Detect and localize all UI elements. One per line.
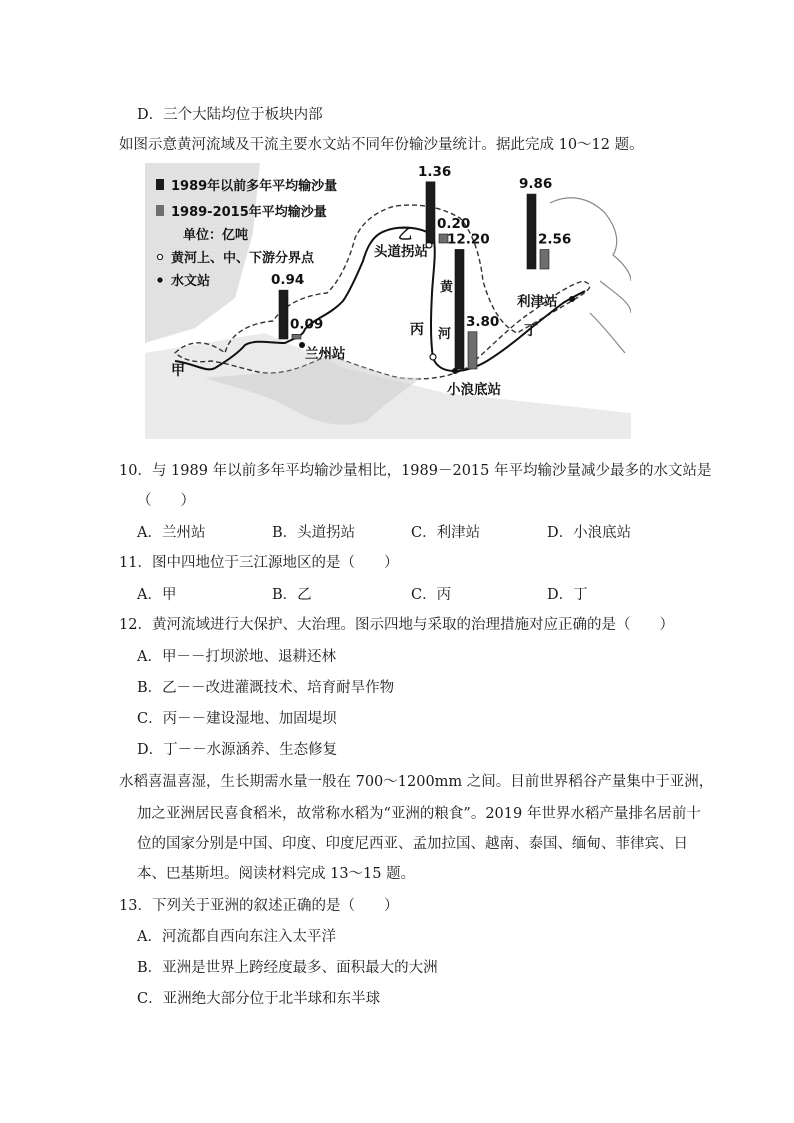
bar-after-0 — [292, 334, 301, 339]
legend-swatch-after — [156, 205, 164, 216]
bar-before-0 — [279, 290, 288, 339]
question-13: 13．下列关于亚洲的叙述正确的是（ ） — [119, 898, 399, 914]
question-10-options — [0, 521, 794, 541]
q11-option-a: A．甲 — [137, 587, 177, 603]
place-label-bing: 丙 — [410, 322, 424, 338]
q10-option-b: B．头道拐站 — [272, 525, 356, 541]
legend-boundary-label: 黄河上、中、下游分界点 — [171, 251, 315, 266]
bar-before-1 — [426, 182, 435, 243]
river-label-he: 河 — [438, 327, 452, 342]
q12-option-c: C．丙－－建设湿地、加固堤坝 — [137, 711, 337, 727]
legend-after-label: 1989-2015年平均输沙量 — [171, 205, 327, 220]
place-label-ding: 丁 — [524, 323, 538, 339]
q10-option-c: C．利津站 — [411, 525, 481, 541]
q10-option-a: A．兰州站 — [137, 525, 206, 541]
q10-option-d: D．小浪底站 — [547, 525, 632, 541]
intro-questions-10-12: 如图示意黄河流域及干流主要水文站不同年份输沙量统计。据此完成 10～12 题。 — [119, 137, 644, 153]
question-11-options — [0, 583, 794, 603]
boundary-point — [430, 354, 436, 360]
bar-label-before-2: 12.20 — [447, 231, 490, 248]
material-13-line-1: 水稻喜温喜湿，生长期需水量一般在 700～1200mm 之间。目前世界稻谷产量集中于亚洲， — [119, 774, 714, 790]
bar-label-before-3: 9.86 — [519, 176, 553, 193]
question-11: 11．图中四地位于三江源地区的是（ ） — [119, 555, 399, 571]
question-10-answer-paren: （ ） — [137, 493, 195, 509]
bar-after-2 — [468, 332, 477, 369]
bar-label-after-2: 3.80 — [466, 313, 500, 330]
q11-option-c: C．丙 — [411, 587, 452, 603]
q12-option-a: A．甲－－打坝淤地、退耕还林 — [137, 649, 336, 665]
bar-before-2 — [455, 249, 464, 369]
station-label-xiaolangdi: 小浪底站 — [447, 382, 501, 398]
bar-label-before-0: 0.94 — [271, 272, 305, 289]
place-label-jia: 甲 — [171, 363, 185, 379]
legend-unit: 单位：亿吨 — [183, 228, 249, 243]
material-13-line-4: 本、巴基斯坦。阅读材料完成 13～15 题。 — [137, 866, 416, 882]
question-10: 10．与 1989 年以前多年平均输沙量相比，1989－2015 年平均输沙量减少最多的水文站是 — [119, 463, 712, 479]
bar-label-before-1: 1.36 — [418, 163, 452, 180]
legend-boundary-icon — [157, 254, 162, 259]
river-label-huang: 黄 — [440, 280, 454, 295]
station-dot-lijin — [569, 296, 575, 302]
station-label-lijin: 利津站 — [517, 294, 558, 310]
legend-station-label: 水文站 — [171, 274, 211, 289]
legend-before-label: 1989年以前多年平均输沙量 — [171, 179, 338, 194]
q13-option-c: C．亚洲绝大部分位于北半球和东半球 — [137, 991, 381, 1007]
q11-option-d: D．丁 — [547, 587, 588, 603]
station-label-lanzhou: 兰州站 — [305, 346, 346, 362]
yellow-river-map — [145, 163, 631, 439]
bar-after-3 — [540, 250, 549, 269]
legend-station-icon — [157, 277, 162, 282]
q13-option-a: A．河流都自西向东注入太平洋 — [137, 929, 336, 945]
question-12: 12．黄河流域进行大保护、大治理。图示四地与采取的治理措施对应正确的是（ ） — [119, 617, 674, 633]
place-label-yi: 乙 — [398, 227, 412, 243]
material-13-line-2: 加之亚洲居民喜食稻米，故常称水稻为“亚洲的粮食”。2019 年世界水稻产量排名居前十 — [137, 806, 701, 822]
material-13-line-3: 位的国家分别是中国、印度、印度尼西亚、孟加拉国、越南、泰国、缅甸、菲律宾、日 — [137, 836, 688, 852]
q12-option-b: B．乙－－改进灌溉技术、培育耐旱作物 — [137, 680, 395, 696]
bar-label-after-3: 2.56 — [538, 231, 572, 248]
bar-label-after-1: 0.20 — [437, 216, 471, 232]
q13-option-b: B．亚洲是世界上跨经度最多、面积最大的大洲 — [137, 960, 438, 976]
legend-swatch-before — [156, 179, 164, 190]
bar-label-after-0: 0.09 — [290, 316, 324, 333]
q12-option-d: D．丁－－水源涵养、生态修复 — [137, 742, 338, 758]
q11-option-b: B．乙 — [272, 587, 312, 603]
station-label-toudaoguai: 头道拐站 — [374, 244, 428, 260]
q9-option-d: D．三个大陆均位于板块内部 — [137, 107, 323, 123]
bar-before-3 — [527, 194, 536, 269]
